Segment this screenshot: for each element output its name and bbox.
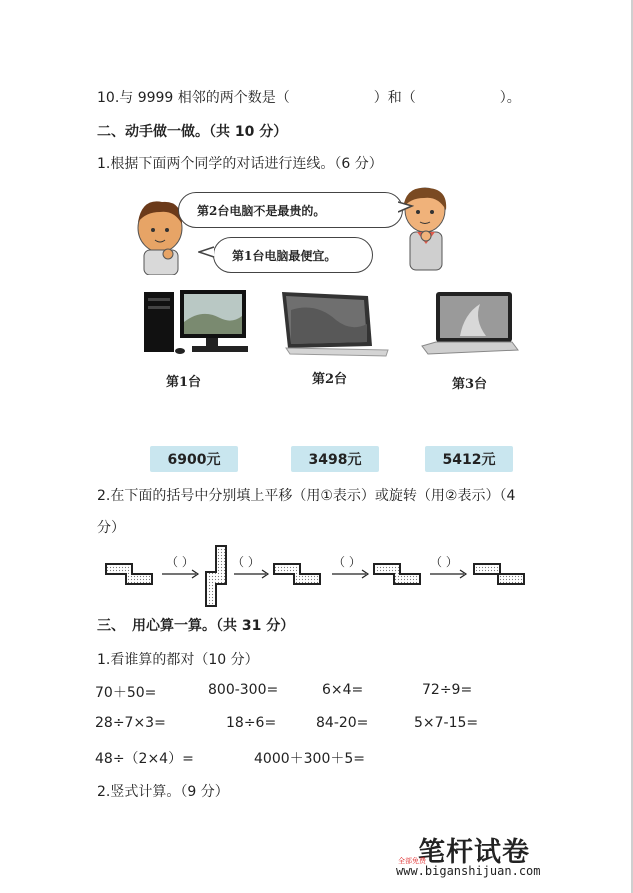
calc-1-2: 800-300= (208, 682, 279, 698)
bubble-text-1: 第2台电脑不是最贵的。 (197, 203, 326, 218)
footer-brand-title: 笔杆试卷 (418, 837, 530, 868)
pc-label-1: 第1台 (166, 375, 202, 390)
question-2-2-line2: 分） (97, 520, 125, 536)
question-10: 10.与 9999 相邻的两个数是（ ）和（ ）。 (97, 90, 521, 106)
section-3-title: 三、 用心算一算。（共 31 分） (97, 618, 295, 634)
calc-1-1: 70＋50= (95, 685, 157, 701)
calc-2-1: 28÷7×3= (95, 715, 166, 731)
question-2-1: 1.根据下面两个同学的对话进行连线。（6 分） (97, 156, 383, 172)
question-3-2: 2.竖式计算。（9 分） (97, 784, 229, 800)
bubble-tail-boy (198, 245, 215, 259)
pc-label-2: 第2台 (312, 372, 348, 387)
speech-bubble-girl (178, 192, 403, 228)
footer-tag: 全部免费 (398, 857, 426, 865)
boy-figure (138, 201, 182, 275)
calc-1-3: 6×4= (322, 682, 364, 698)
laptop-2-image (276, 290, 391, 358)
calc-3-2: 4000＋300＋5= (254, 751, 365, 767)
question-2-2-line1: 2.在下面的括号中分别填上平移（用①表示）或旋转（用②表示）（4 (97, 488, 516, 504)
calc-2-2: 18÷6= (226, 715, 277, 731)
price-tag-2: 3498元 (291, 446, 379, 472)
calc-2-4: 5×7-15= (414, 715, 479, 731)
desktop-computer-image (142, 288, 250, 358)
speech-bubble-boy (213, 237, 373, 273)
bubble-tail-girl (398, 200, 414, 214)
pc-label-3: 第3台 (452, 377, 488, 392)
footer-url: www.biganshijuan.com (396, 864, 541, 878)
answer-paren-4: （ ） (430, 555, 458, 569)
price-tag-3: 5412元 (425, 446, 513, 472)
calc-3-1: 48÷（2×4）= (95, 751, 194, 767)
shape-transform-row (100, 542, 532, 614)
question-3-1: 1.看谁算的都对（10 分） (97, 652, 259, 668)
bubble-text-2: 第1台电脑最便宜。 (232, 248, 337, 263)
calc-1-4: 72÷9= (422, 682, 473, 698)
answer-paren-2: （ ） (232, 555, 260, 569)
price-tag-1: 6900元 (150, 446, 238, 472)
section-2-title: 二、动手做一做。（共 10 分） (97, 124, 288, 140)
calc-2-3: 84-20= (316, 715, 369, 731)
answer-paren-3: （ ） (333, 555, 361, 569)
laptop-3-image (420, 290, 520, 360)
answer-paren-1: （ ） (166, 555, 194, 569)
